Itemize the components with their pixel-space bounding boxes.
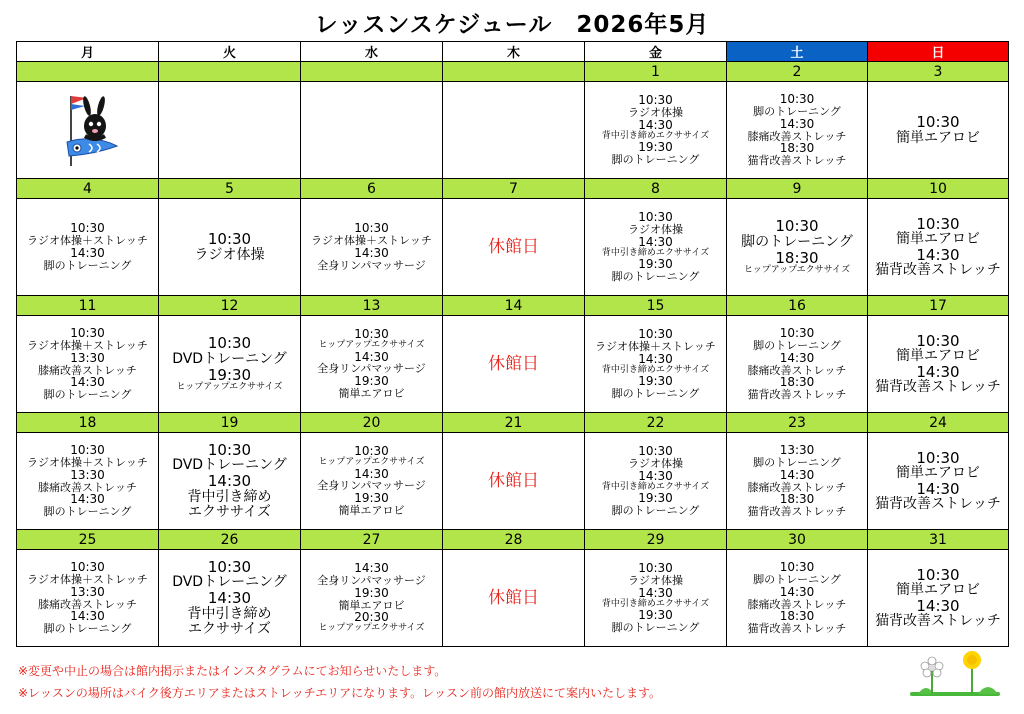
lesson-time: 18:30	[779, 141, 815, 156]
lesson-time: 19:30	[354, 374, 389, 389]
weekday-header-row	[17, 42, 1009, 62]
lesson-name: 脚のトレーニング	[741, 233, 853, 250]
lesson-row	[17, 199, 1009, 296]
date-wed: 6	[301, 179, 443, 199]
lesson-time: 10:30	[779, 91, 815, 106]
date-sat: 23	[727, 413, 868, 433]
lesson-name: ラジオ体操	[628, 573, 683, 587]
lesson-name: 膝痛改善ストレッチ	[38, 597, 137, 611]
date-fri: 29	[585, 530, 727, 550]
lesson-name: 背中引き締めエクササイズ	[601, 598, 710, 609]
lesson-time: 10:30	[638, 560, 673, 575]
lesson-time: 10:30	[70, 559, 105, 574]
date-wed	[301, 62, 443, 82]
lesson-name: ラジオ体操＋ストレッチ	[27, 572, 148, 586]
lesson-time: 14:30	[779, 584, 815, 599]
lesson-time: 14:30	[638, 468, 673, 483]
lesson-cell-tue	[159, 550, 301, 647]
date-tue: 26	[159, 530, 301, 550]
lesson-cell-sat	[727, 199, 868, 296]
lesson-name: ラジオ体操＋ストレッチ	[311, 234, 432, 248]
date-wed: 20	[301, 413, 443, 433]
lesson-name: DVDトレーニング	[172, 457, 287, 474]
lesson-name: 簡単エアロビ	[896, 230, 980, 247]
lesson-time: 14:30	[779, 350, 815, 365]
lesson-name: 脚のトレーニング	[753, 455, 841, 469]
lesson-time: 14:30	[354, 246, 389, 260]
lesson-time: 10:30	[638, 326, 673, 341]
notes	[18, 660, 661, 704]
date-sat: 2	[727, 62, 868, 82]
lesson-name: ラジオ体操＋ストレッチ	[27, 455, 148, 469]
lesson-time: 14:30	[638, 234, 673, 249]
lesson-name: 全身リンパマッサージ	[317, 362, 426, 376]
date-thu	[443, 62, 585, 82]
weekday-thu: 木	[443, 42, 585, 62]
lesson-name: 背中引き締めエクササイズ	[601, 364, 710, 375]
lesson-time: 14:30	[207, 472, 252, 491]
closed-day-label: 休館日	[488, 470, 539, 491]
lesson-time: 13:30	[779, 442, 815, 457]
lesson-name: 脚のトレーニング	[43, 258, 132, 272]
lesson-time: 14:30	[638, 117, 673, 132]
note-line: ※レッスンの場所はバイク後方エリアまたはストレッチエリアになります。レッスン前の館内放送にて案内いたします。	[18, 686, 662, 700]
page-title: レッスンスケジュール 2026年5月	[314, 12, 710, 38]
lesson-time: 14:30	[354, 466, 389, 481]
lesson-cell-tue	[159, 316, 301, 413]
weekday-sun: 日	[868, 42, 1009, 62]
lesson-name: ラジオ体操	[628, 105, 683, 119]
lesson-time: 10:30	[916, 448, 960, 467]
lesson-time: 14:30	[207, 589, 252, 608]
date-sun: 24	[868, 413, 1009, 433]
lesson-time: 13:30	[70, 467, 105, 482]
date-sun: 17	[868, 296, 1009, 316]
lesson-time: 10:30	[354, 326, 389, 341]
lesson-name: 猫背改善ストレッチ	[747, 622, 847, 636]
lesson-time: 18:30	[779, 375, 815, 390]
lesson-time: 19:30	[354, 585, 389, 600]
lesson-time: 10:30	[916, 565, 960, 584]
lesson-name: ラジオ体操＋ストレッチ	[27, 234, 148, 248]
lesson-name: 膝痛改善ストレッチ	[747, 129, 847, 143]
lesson-name: 猫背改善ストレッチ	[747, 505, 847, 519]
lesson-name: DVDトレーニング	[172, 574, 287, 591]
lesson-time: 10:30	[207, 230, 252, 249]
date-row	[17, 530, 1009, 550]
schedule-calendar	[16, 41, 1009, 647]
flowers-illustration	[908, 648, 1004, 704]
lesson-name: 簡単エアロビ	[896, 347, 980, 364]
lesson-cell-sun	[868, 550, 1009, 647]
lesson-name: 脚のトレーニング	[43, 622, 132, 636]
lesson-name: 全身リンパマッサージ	[317, 573, 426, 587]
lesson-name: 脚のトレーニング	[611, 504, 700, 518]
lesson-time: 14:30	[916, 363, 960, 381]
lesson-cell-sun	[868, 316, 1009, 413]
lesson-cell-wed	[301, 433, 443, 530]
lesson-name: ラジオ体操＋ストレッチ	[595, 339, 716, 353]
lesson-time: 14:30	[354, 560, 389, 575]
lesson-cell-wed	[301, 199, 443, 296]
date-wed: 13	[301, 296, 443, 316]
lesson-name: 簡単エアロビ	[338, 598, 405, 612]
lesson-name: ラジオ体操	[628, 222, 683, 236]
lesson-name: 脚のトレーニング	[611, 153, 700, 167]
lesson-time: 18:30	[779, 609, 815, 624]
lesson-row	[17, 433, 1009, 530]
lesson-time: 19:30	[638, 608, 673, 623]
lesson-cell-sat	[727, 82, 868, 179]
lesson-cell-mon	[17, 550, 159, 647]
lesson-cell-wed	[301, 550, 443, 647]
lesson-time: 14:30	[916, 246, 960, 264]
lesson-time: 10:30	[70, 325, 105, 340]
lesson-cell-tue	[159, 433, 301, 530]
date-thu: 21	[443, 413, 585, 433]
lesson-cell-mon	[17, 82, 159, 179]
date-row	[17, 296, 1009, 316]
lesson-cell-sun	[868, 433, 1009, 530]
lesson-name: 脚のトレーニング	[611, 270, 700, 284]
weekday-tue: 火	[159, 42, 301, 62]
lesson-cell-sun	[868, 199, 1009, 296]
lesson-time: 20:30	[354, 610, 389, 625]
lesson-name: ヒップアップエクササイズ	[318, 339, 425, 350]
lesson-row	[17, 316, 1009, 413]
lesson-cell-sat	[727, 433, 868, 530]
lesson-name: 膝痛改善ストレッチ	[38, 480, 137, 494]
lesson-cell-sun	[868, 82, 1009, 179]
lesson-name: 全身リンパマッサージ	[317, 258, 426, 272]
date-tue: 5	[159, 179, 301, 199]
lesson-name: 膝痛改善ストレッチ	[747, 480, 847, 494]
lesson-cell-thu	[443, 550, 585, 647]
date-sat: 16	[727, 296, 868, 316]
date-row	[17, 62, 1009, 82]
lesson-name: 脚のトレーニング	[43, 388, 132, 402]
lesson-time: 10:30	[70, 221, 105, 236]
lesson-name: 簡単エアロビ	[896, 464, 980, 481]
lesson-name: 猫背改善ストレッチ	[875, 379, 1001, 396]
lesson-name: 膝痛改善ストレッチ	[38, 363, 137, 377]
lesson-time: 10:30	[354, 221, 389, 236]
lesson-name: 全身リンパマッサージ	[317, 479, 426, 493]
lesson-name: 簡単エアロビ	[338, 387, 405, 401]
lesson-cell-fri	[585, 433, 727, 530]
lesson-name: 脚のトレーニング	[611, 621, 700, 635]
lesson-time: 18:30	[779, 492, 815, 507]
date-mon: 25	[17, 530, 159, 550]
date-tue	[159, 62, 301, 82]
lesson-cell-fri	[585, 316, 727, 413]
closed-day-label: 休館日	[488, 353, 539, 374]
lesson-name: 簡単エアロビ	[896, 581, 980, 598]
lesson-name: ラジオ体操＋ストレッチ	[27, 338, 148, 352]
lesson-time: 10:30	[638, 92, 673, 107]
lesson-time: 10:30	[638, 209, 673, 224]
closed-day-label: 休館日	[488, 236, 539, 257]
lesson-time: 13:30	[70, 584, 105, 599]
weekday-mon: 月	[17, 42, 159, 62]
lesson-time: 10:30	[779, 325, 815, 340]
lesson-time: 19:30	[354, 491, 389, 506]
lesson-time: 10:30	[916, 113, 960, 132]
lesson-name: 簡単エアロビ	[896, 129, 980, 146]
lesson-time: 14:30	[916, 480, 960, 498]
date-fri: 22	[585, 413, 727, 433]
lesson-cell-sat	[727, 316, 868, 413]
lesson-name: 背中引き締めエクササイズ	[601, 481, 710, 492]
lesson-time: 19:30	[207, 365, 252, 384]
lesson-row	[17, 550, 1009, 647]
lesson-name: ラジオ体操	[628, 456, 683, 470]
lesson-time: 10:30	[207, 558, 252, 577]
lesson-time: 14:30	[354, 349, 389, 364]
lesson-cell-mon	[17, 316, 159, 413]
weekday-wed: 水	[301, 42, 443, 62]
lesson-cell-mon	[17, 199, 159, 296]
lesson-time: 19:30	[638, 140, 673, 155]
lesson-name: 背中引き締めエクササイズ	[601, 130, 710, 141]
date-fri: 1	[585, 62, 727, 82]
lesson-cell-thu	[443, 82, 585, 179]
lesson-name: ラジオ体操	[194, 246, 265, 263]
date-sat: 9	[727, 179, 868, 199]
lesson-name: エクササイズ	[188, 620, 271, 637]
lesson-name: 簡単エアロビ	[338, 504, 405, 518]
lesson-time: 19:30	[638, 374, 673, 389]
date-tue: 12	[159, 296, 301, 316]
date-sun: 31	[868, 530, 1009, 550]
lesson-name: DVDトレーニング	[172, 350, 287, 367]
date-thu: 7	[443, 179, 585, 199]
lesson-time: 14:30	[638, 351, 673, 366]
date-sun: 10	[868, 179, 1009, 199]
lesson-time: 14:30	[70, 492, 105, 507]
lesson-time: 19:30	[638, 257, 673, 272]
note-line: ※変更や中止の場合は館内掲示またはインスタグラムにてお知らせいたします。	[18, 664, 447, 678]
lesson-cell-tue	[159, 199, 301, 296]
closed-day-label: 休館日	[488, 587, 539, 608]
lesson-name: ヒップアップエクササイズ	[318, 623, 425, 634]
lesson-cell-fri	[585, 82, 727, 179]
lesson-name: 膝痛改善ストレッチ	[747, 597, 847, 611]
lesson-time: 14:30	[779, 467, 815, 482]
lesson-time: 14:30	[779, 116, 815, 131]
lesson-cell-mon	[17, 433, 159, 530]
lesson-name: 脚のトレーニング	[611, 387, 700, 401]
lesson-cell-thu	[443, 199, 585, 296]
lesson-time: 18:30	[775, 248, 819, 267]
lesson-name: 猫背改善ストレッチ	[875, 613, 1001, 630]
lesson-time: 14:30	[70, 246, 105, 260]
lesson-cell-wed	[301, 82, 443, 179]
lesson-name: 猫背改善ストレッチ	[747, 154, 847, 168]
lesson-name: 脚のトレーニング	[753, 104, 841, 118]
date-thu: 14	[443, 296, 585, 316]
lesson-time: 10:30	[779, 559, 815, 574]
lesson-cell-thu	[443, 433, 585, 530]
lesson-time: 10:30	[775, 217, 819, 236]
weekday-fri: 金	[585, 42, 727, 62]
lesson-row	[17, 82, 1009, 179]
date-mon: 18	[17, 413, 159, 433]
lesson-time: 10:30	[207, 441, 252, 460]
lesson-name: 背中引き締め	[187, 605, 272, 622]
lesson-time: 13:30	[70, 350, 105, 365]
date-fri: 8	[585, 179, 727, 199]
date-thu: 28	[443, 530, 585, 550]
lesson-time: 10:30	[638, 443, 673, 458]
lesson-name: ヒップアップエクササイズ	[318, 456, 425, 467]
date-tue: 19	[159, 413, 301, 433]
lesson-name: 脚のトレーニング	[753, 338, 841, 352]
lesson-name: ヒップアップエクササイズ	[176, 381, 283, 392]
date-sat: 30	[727, 530, 868, 550]
lesson-time: 19:30	[638, 491, 673, 506]
lesson-time: 10:30	[207, 334, 252, 353]
lesson-time: 10:30	[70, 442, 105, 457]
koinobori-mascot-icon	[57, 88, 119, 171]
lesson-cell-sat	[727, 550, 868, 647]
lesson-cell-fri	[585, 199, 727, 296]
date-mon: 11	[17, 296, 159, 316]
date-wed: 27	[301, 530, 443, 550]
lesson-name: 猫背改善ストレッチ	[875, 496, 1001, 513]
lesson-name: 脚のトレーニング	[43, 505, 132, 519]
lesson-time: 14:30	[70, 375, 105, 390]
date-mon: 4	[17, 179, 159, 199]
lesson-time: 14:30	[638, 585, 673, 600]
lesson-cell-fri	[585, 550, 727, 647]
lesson-cell-wed	[301, 316, 443, 413]
lesson-name: 膝痛改善ストレッチ	[747, 363, 847, 377]
date-sun: 3	[868, 62, 1009, 82]
date-row	[17, 413, 1009, 433]
lesson-time: 14:30	[70, 609, 105, 624]
lesson-name: ヒップアップエクササイズ	[744, 264, 850, 275]
lesson-name: 猫背改善ストレッチ	[875, 262, 1001, 279]
date-row	[17, 179, 1009, 199]
lesson-time: 14:30	[916, 597, 960, 615]
lesson-time: 10:30	[354, 443, 389, 458]
lesson-time: 10:30	[916, 331, 960, 350]
date-mon	[17, 62, 159, 82]
date-fri: 15	[585, 296, 727, 316]
lesson-name: 背中引き締め	[187, 488, 272, 505]
lesson-name: 脚のトレーニング	[753, 572, 841, 586]
lesson-cell-thu	[443, 316, 585, 413]
lesson-name: 猫背改善ストレッチ	[747, 388, 847, 402]
lesson-name: エクササイズ	[188, 503, 271, 520]
lesson-cell-tue	[159, 82, 301, 179]
weekday-sat: 土	[727, 42, 868, 62]
lesson-time: 10:30	[916, 214, 960, 233]
lesson-name: 背中引き締めエクササイズ	[601, 247, 710, 258]
